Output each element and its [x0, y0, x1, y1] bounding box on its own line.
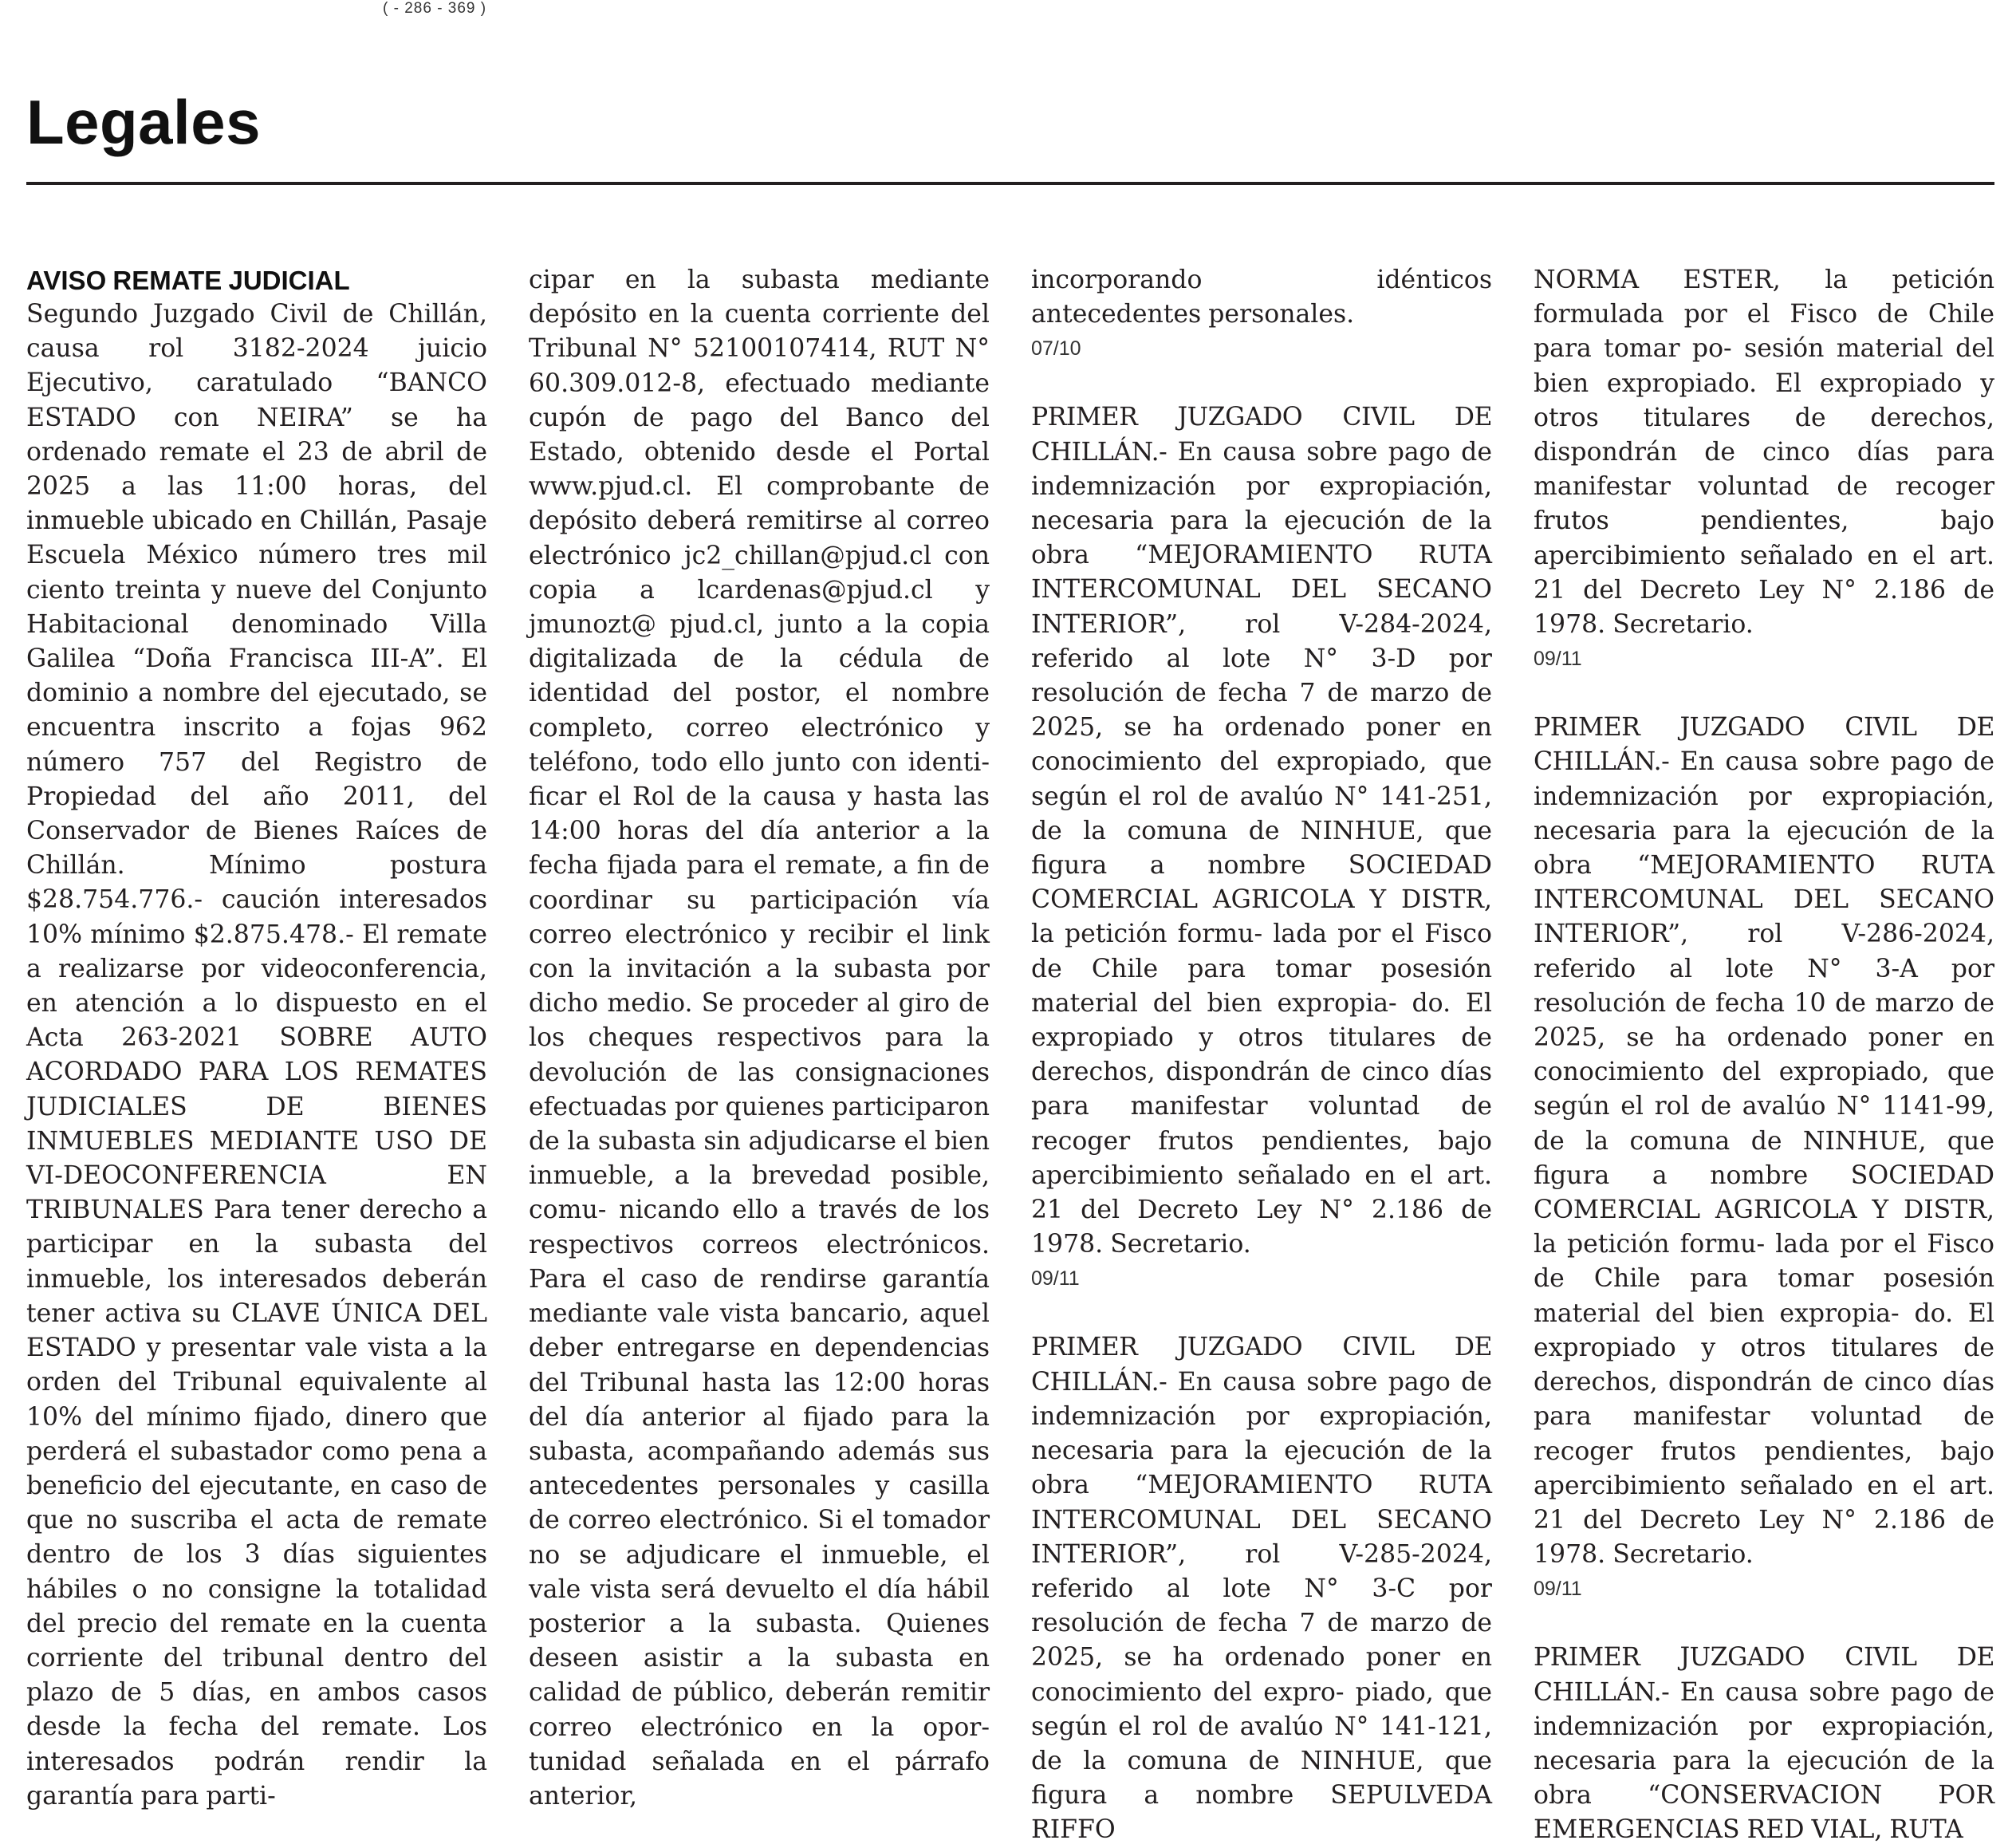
column-4 [1534, 263, 1994, 1845]
notice-body [1534, 1641, 1994, 1847]
notice-heading: AVISO REMATE JUDICIAL [26, 266, 350, 295]
notice-text: En causa sobre pago de indemnización por expropiación, necesaria para la ejecución de la obra “MEJORAMIENTO RUTA INTERCOMUNAL DEL SECANO INTERIOR”, rol V-284-2024, referido al lote N° 3-D por resolución de fecha 7 de marzo de 2025, se ha ordenado poner en conocimiento del expropiado, que según el rol de avalúo N° 141-251, de la comuna de NINHUE, que figura a nombre SOCIEDAD COMERCIAL AGRICOLA Y DISTR, la petición formu- lada por el Fisco de Chile para tomar posesión material del bien expropia- do. El expropiado y otros titulares de derechos, dispondrán de cinco días para manifestar voluntad de recoger frutos pendientes, bajo apercibimiento señalado en el art. 21 del Decreto Ley N° 2.186 de 1978. Secretario. [1031, 437, 1492, 1259]
court-heading: PRIMER JUZGADO CIVIL DE CHILLÁN.- [1031, 403, 1492, 467]
notice-date: 09/11 [1031, 1267, 1080, 1290]
columns-container [26, 263, 1994, 1845]
court-heading: PRIMER JUZGADO CIVIL DE CHILLÁN.- [1031, 1333, 1492, 1397]
notice-body-continued: NORMA ESTER, la petición formulada por el Fisco de Chile para tomar po- sesión material del bien expropiado. El expropiado y otros titulares de derechos, dispondrán de cinco días para manifestar voluntad de recoger frutos pendientes, bajo apercibimiento señalado en el art. 21 del Decreto Ley N° 2.186 de 1978. Secretario. [1534, 266, 1994, 640]
notice-text: En causa sobre pago de indemnización por expropiación, necesaria para la ejecución de la obra “CONSERVACION POR EMERGENCIAS RED VIAL, RUTA [1534, 1677, 1994, 1845]
notice-body-part-b: DEOCONFERENCIA EN TRIBUNALES Para tener derecho a participar en la subasta del inmueble, los interesados deberán tener activa su CLAVE ÚNICA DEL ESTADO y presentar vale vista a la orden del Tribunal equivalente al 10% del mínimo fijado, dinero que perderá el subastador como pena a beneficio del ejecutante, en caso de que no suscriba el acta de remate dentro de los 3 días siguientes hábiles o no consigne la totalidad del precio del remate en la cuenta corriente del tribunal dentro del plazo de 5 días, en ambos casos desde la fecha del remate. Los interesados podrán rendir la garantía para parti- [26, 1161, 487, 1811]
notice-body [1031, 1330, 1492, 1847]
notice-text: En causa sobre pago de indemnización por expropiación, necesaria para la ejecución de la obra “MEJORAMIENTO RUTA INTERCOMUNAL DEL SECANO INTERIOR”, rol V-286-2024, referido al lote N° 3-A por resolución de fecha 10 de marzo de 2025, se ha ordenado poner en conocimiento del expropiado, que según el rol de avalúo N° 1141-99, de la comuna de NINHUE, que figura a nombre SOCIEDAD COMERCIAL AGRICOLA Y DISTR, la petición formu- lada por el Fisco de Chile para tomar posesión material del bien expropia- do. El expropiado y otros titulares de derechos, dispondrán de cinco días para manifestar voluntad de recoger frutos pendientes, bajo apercibimiento señalado en el art. 21 del Decreto Ley N° 2.186 de 1978. Secretario. [1534, 747, 1994, 1570]
notice-body [1534, 711, 1994, 1572]
title-rule [26, 182, 1994, 185]
notice-expropiacion-v286 [1534, 711, 1994, 1606]
notice-continued [1534, 263, 1994, 676]
column-3 [1031, 263, 1492, 1845]
notice-body [26, 297, 487, 1814]
page-reference: ( - 286 - 369 ) [383, 0, 487, 17]
notice-date: 09/11 [1534, 1578, 1582, 1601]
notice-body [1031, 400, 1492, 1262]
notice-body-continued: incorporando idénticos antecedentes personales. [1031, 266, 1492, 329]
court-heading: PRIMER JUZGADO CIVIL DE CHILLÁN.- [1534, 1643, 1994, 1707]
notice-date: 09/11 [1534, 648, 1582, 671]
notice-conservacion-emergencias [1534, 1641, 1994, 1847]
notice-date: 07/10 [1031, 337, 1081, 361]
notice-body-continued: cipar en la subasta mediante depósito en la cuenta corriente del Tribunal N° 52100107414, RUT N° 60.309.012-8, efectuado mediante cupón de pago del Banco del Estado, obtenido desde el Portal www.pjud.cl. El comprobante de depósito deberá remitirse al correo electrónico jc2_chillan@pjud.cl con copia a lcardenas@pjud.cl y jmunozt@ pjud.cl, junto a la copia digitalizada de la cédula de identidad del postor, el nombre completo, correo electrónico y teléfono, todo ello junto con identi- ficar el Rol de la causa y hasta las 14:00 horas del día anterior a la fecha fijada para el remate, a fin de coordinar su participación vía correo electrónico y recibir el link con la invitación a la subasta por dicho medio. Se proceder al giro de los cheques respectivos para la devolución de las consignaciones efectuadas por quienes participaron de la subasta sin adjudicarse el bien inmueble, a la brevedad posible, comu- nicando ello a través de los respectivos correos electrónicos. Para el caso de rendirse garantía mediante vale vista bancario, aquel deber entregarse en dependencias del Tribunal hasta las 12:00 horas del día anterior al fijado para la subasta, acompañando además sus antecedentes personales y casilla de correo electrónico. Si el tomador no se adjudicare el inmueble, el vale vista será devuelto el día hábil posterior a la subasta. Quienes deseen asistir a la subasta en calidad de público, deberán remitir correo electrónico en la opor- tunidad señalada en el párrafo anterior, [529, 266, 990, 1811]
notice-remate-judicial [26, 263, 487, 1814]
notice-body-part-a: Segundo Juzgado Civil de Chillán, causa rol 3182-2024 juicio Ejecutivo, caratulado “BANCO ESTADO con NEIRA” se ha ordenado remate el 23 de abril de 2025 a las 11:00 horas, del inmueble ubicado en Chillán, Pasaje Escuela México número tres mil ciento treinta y nueve del Conjunto Habitacional denominado Villa Galilea “Doña Francisca III-A”. El dominio a nombre del ejecutado, se encuentra inscrito a fojas 962 número 757 del Registro de Propiedad del año 2011, del Conservador de Bienes Raíces de Chillán. Mínimo postura $28.754.776.- caución interesados 10% mínimo $2.875.478.- El remate a realizarse por videoconferencia, en atención a lo dispuesto en el Acta 263-2021 SOBRE AUTO ACORDADO PARA LOS REMATES JUDICIALES DE BIENES INMUEBLES MEDIANTE USO DE VI- [26, 300, 487, 1191]
column-1 [26, 263, 487, 1811]
court-heading: PRIMER JUZGADO CIVIL DE CHILLÁN.- [1534, 713, 1994, 777]
notice-continued [1031, 263, 1492, 365]
section-title: Legales [26, 87, 261, 157]
notice-text: En causa sobre pago de indemnización por expropiación, necesaria para la ejecución de la obra “MEJORAMIENTO RUTA INTERCOMUNAL DEL SECANO INTERIOR”, rol V-285-2024, referido al lote N° 3-C por resolución de fecha 7 de marzo de 2025, se ha ordenado poner en conocimiento del expro- piado, que según el rol de avalúo N° 141-121, de la comuna de NINHUE, que figura a nombre SEPULVEDA RIFFO [1031, 1367, 1492, 1845]
notice-expropiacion-v285 [1031, 1330, 1492, 1847]
column-2 [529, 263, 990, 1811]
notice-expropiacion-v284 [1031, 400, 1492, 1295]
